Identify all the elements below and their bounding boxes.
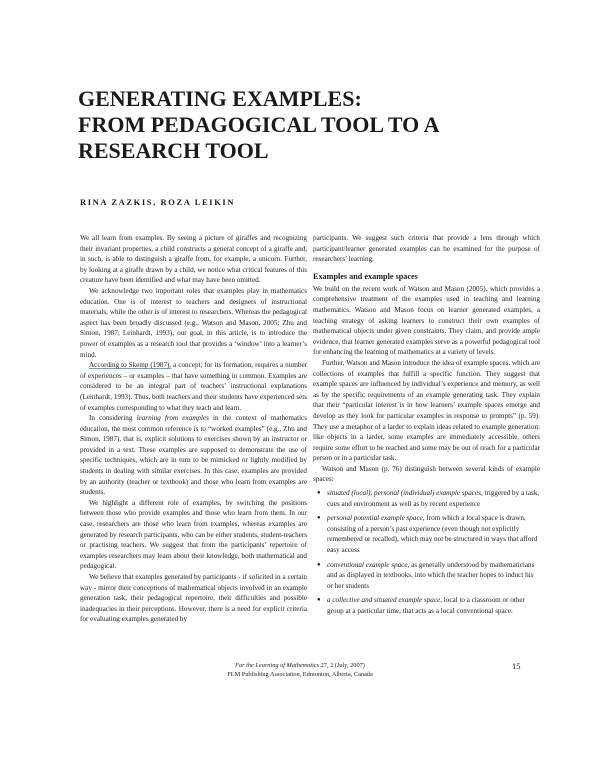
example-space-list [313,488,540,617]
paragraph [80,360,307,413]
paragraph: Watson and Mason (p. 76) distinguish between several kinds of example spaces: [313,464,540,484]
title-line-1: GENERATING EXAMPLES: [78,86,362,111]
title-line-2: FROM PEDAGOGICAL TOOL TO A [78,112,440,137]
paragraph: We believe that examples generated by participants - if solicited in a certain way - mirror their conceptions of mathematical objects involved in an example generation task, their pedagogical repertoire, their difficulties and possible inadequacies in their perceptions. However, there is a need for explicit criteria for evaluating examples generated by [80,573,307,624]
list-item [313,488,540,509]
bullet-icon: ● [317,490,321,497]
right-column [313,233,540,621]
list-item-text: , triggered by a task, cues and environment as well as by recent experience [327,489,540,508]
list-item [313,513,540,555]
authors: RINA ZAZKIS, ROZA LEIKIN [80,197,236,207]
list-item [313,595,540,616]
bullet-icon: ● [317,597,321,604]
emphasis: situated (local), personal (individual) example spaces [327,489,481,498]
footer [150,661,450,679]
paragraph: We build on the recent work of Watson and Mason (2005), which provides a comprehensive treatment of the examples used in teaching and learning mathematics. Watson and Mason focus on learner generated examples, a teaching strategy of asking learners to construct their own examples of mathematical objects under given constraints. They claim, and provide ample evidence, that learner generated examples serve as a powerful pedagogical tool for enhancing the learning of mathematics at a variety of levels. [313,284,540,357]
emphasis: personal potential example space [327,514,423,523]
paragraph: participants. We suggest such criteria that provide a lens through which participant/learner generated examples can be examined for the purpose of researchers’ learning. [313,234,540,264]
journal-name: For the Learning of Mathematics [235,662,320,669]
paragraph: Further, Watson and Mason introduce the idea of example spaces, which are collections of examples that fulfill a specific function. They suggest that example spaces are influenced by individual’s experience and memory, as well as by the specific requirements of an example generating task. They explain that their “particular interest is in how learners’ example spaces emerge and develop as they look for particular examples in response to prompts” (p. 59). They use a metaphor of a larder to explain ideas related to example generation: like objects in a larder, some examples are immediately accessible, others require some effort to be reached and some may be out of reach for a particular person or in a particular task. [313,358,540,463]
bullet-icon: ● [317,561,321,568]
paragraph: We all learn from examples. By seeing a picture of giraffes and recognizing their invariant properties, a child constructs a general concept of a giraffe and, in such, is able to distinguish a giraffe from, for example, a unicorn. Further, by looking at a giraffe drawn by a child, we notice what critical features of this creature have been identified and what may have been omitted. [80,234,307,285]
emphasis: conventional example space [327,560,408,569]
list-item-text: , as generally understood by mathematicians and as displayed in textbooks, into which the teacher hopes to induct his or her students [327,560,535,590]
emphasis: learning from examples [136,414,209,423]
emphasis: a collective and situated example space [327,596,441,605]
list-item-text: , from which a local space is drawn, consisting of a person’s past experience (even though not explicitly remembered or recalled), which may not be structured in ways that afford easy access [327,514,538,555]
paragraph: We highlight a different role of examples, by switching the positions between those who provide examples and those who learn from them. In our case, researchers are those who learn from examples, whereas examples are generated by research participants, who can be either students, student-teachers or practising teachers. We suggest that from the participants’ repertoire of examples researchers may learn about their knowledge, both mathematical and pedagogical. [80,498,307,571]
bullet-icon: ● [317,515,321,522]
paragraph-text: a concept, for its formation, requires a number of experiences – or examples – that have something in common. Examples are considered to be an integral part of teachers’ instructional explanations (Leinhardt, 1993). Thus, both teachers and their students have experienced sets of examples corresponding to what they teach and learn. [80,361,307,412]
page-number: 15 [512,661,521,671]
left-column [80,233,307,625]
paragraph: We acknowledge two important roles that examples play in mathematics education. One is of interest to teachers and designers of instructional materials, while the other is of interest to researchers. Whereas the pedagogical aspect has been broadly discussed (e.g., Watson and Mason, 2005; Zhu and Simon, 1987; Leinhardt, 1993), our goal, in this article, is to introduce the power of examples as a research tool that provides a ‘window’ into a learner’s mind. [80,286,307,359]
section-heading: Examples and example spaces [313,271,418,281]
paragraph-text: in the context of mathematics education, the most common reference is to “worked examples” (e.g., Zhu and Simon, 1987), that is, explicit solutions to exercises shown by an instructor or provided in a text. These examples are supposed to demonstrate the use of specific techniques, which are in turn to be mimicked or lightly modified by students in dealing with similar exercises. In this case, examples are provided by an authority (teacher or textbook) and those who learn from examples are students. [80,414,307,497]
publisher: FLM Publishing Association, Edmonton, Alberta, Canada [227,671,373,678]
list-item [313,560,540,592]
skemp-citation-link[interactable]: According to Skemp (1987), [89,361,172,370]
paragraph [80,413,307,498]
title-line-3: RESEARCH TOOL [78,138,269,163]
list-item-text: , local to a classroom or other group at a particular time, that acts as a local conventional space. [327,596,525,615]
paragraph-text: In considering [89,414,137,423]
journal-issue: 27, 2 (July, 2007) [319,662,365,669]
article-title [78,86,518,164]
